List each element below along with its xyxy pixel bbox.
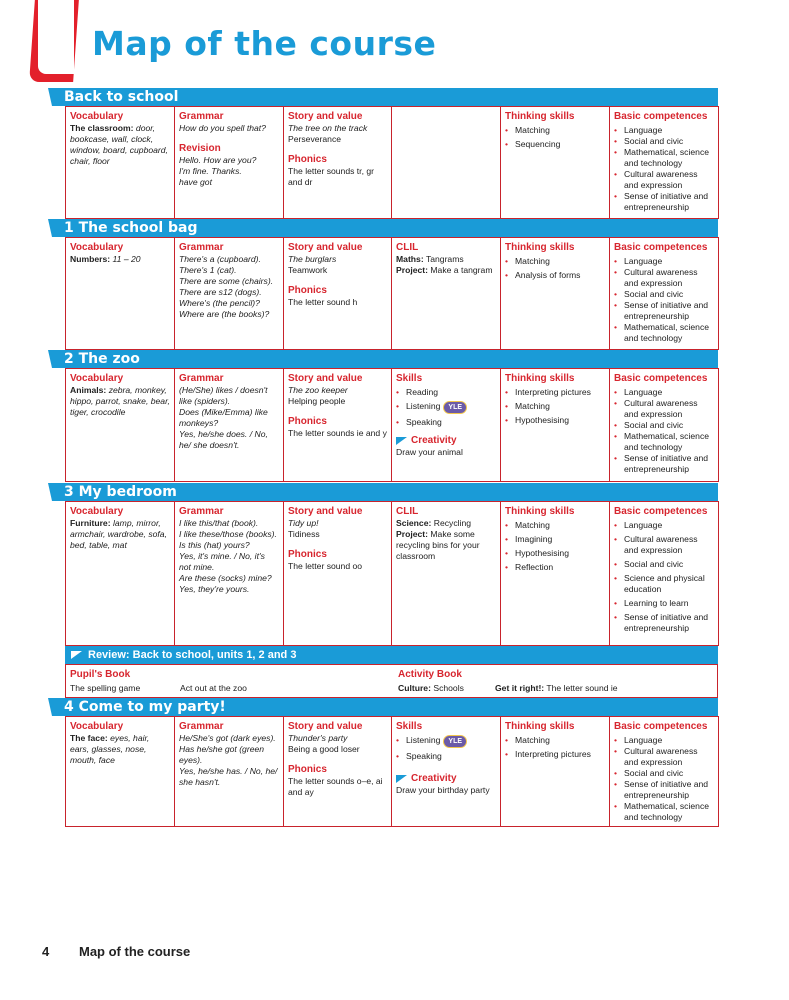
competence-item: • Science and physical education: [614, 573, 714, 595]
story-title: Thunder's party: [288, 733, 348, 743]
revision-line: I'm fine. Thanks.: [179, 166, 242, 176]
vocabulary-heading: Vocabulary: [70, 111, 124, 122]
skills-item-label: Listening: [406, 401, 441, 411]
phonics-text: The letter sounds tr, gr and dr: [288, 166, 374, 187]
clil-project: Make a tangram: [430, 265, 493, 275]
clil-subject-label: Science:: [396, 518, 432, 528]
grammar-line: Is this (hat) yours?: [179, 540, 250, 550]
creativity-heading: Creativity: [411, 435, 457, 446]
thinking-cell: [501, 717, 610, 827]
flag-icon: [71, 651, 82, 659]
thinking-heading: Thinking skills: [505, 242, 575, 253]
story-heading: Story and value: [288, 506, 363, 517]
thinking-item: • Matching: [505, 735, 605, 746]
clil-project: Make some recycling bins for your classroom: [396, 529, 480, 561]
pupils-book-item: Act out at the zoo: [180, 683, 247, 693]
unit-table-my-bedroom: [65, 501, 719, 646]
grammar-line: Has he/she got (green eyes).: [179, 744, 265, 765]
skills-cell: [392, 717, 501, 827]
get-it-right-text: The letter sound ie: [546, 683, 618, 693]
competences-cell: [610, 107, 719, 219]
clil-subject: Tangrams: [425, 254, 464, 264]
unit-table-school-bag: [65, 237, 719, 350]
thinking-cell: [501, 369, 610, 482]
competence-item: • Mathematical, science and technology: [614, 147, 714, 169]
competences-cell: [610, 238, 719, 350]
thinking-heading: Thinking skills: [505, 506, 575, 517]
pupils-book-item: The spelling game: [70, 683, 141, 693]
phonics-heading: Phonics: [288, 154, 327, 165]
clil-cell: [392, 502, 501, 646]
unit-title: 4 Come to my party!: [64, 699, 226, 715]
story-cell: [284, 107, 392, 219]
flag-icon: [396, 437, 407, 445]
story-cell: [284, 369, 392, 482]
thinking-heading: Thinking skills: [505, 721, 575, 732]
vocabulary-cell: [66, 717, 175, 827]
thinking-item: • Interpreting pictures: [505, 749, 605, 760]
unit-bar-school-bag: [52, 219, 718, 237]
thinking-item: • Matching: [505, 401, 605, 412]
story-title: The burglars: [288, 254, 337, 264]
thinking-item: • Matching: [505, 125, 605, 136]
clil-heading: CLIL: [396, 242, 419, 253]
grammar-line: There's 1 (cat).: [179, 265, 237, 275]
empty-cell: [392, 107, 501, 219]
story-cell: [284, 502, 392, 646]
thinking-item: • Reflection: [505, 562, 605, 573]
skills-heading: Skills: [396, 721, 423, 732]
grammar-line: Are these (socks) mine?: [179, 573, 272, 583]
thinking-item: • Matching: [505, 256, 605, 267]
vocabulary-words: 11 – 20: [112, 254, 141, 264]
competence-item: • Social and civic: [614, 136, 714, 147]
unit-title: 2 The zoo: [64, 351, 140, 367]
vocabulary-cell: [66, 502, 175, 646]
competence-item: • Language: [614, 520, 714, 531]
competences-cell: [610, 502, 719, 646]
vocabulary-words: lamp, mirror, armchair, wardrobe, sofa, bed, table, mat: [70, 518, 167, 550]
competence-item: • Sense of initiative and entrepreneurship: [614, 191, 714, 213]
competence-item: • Cultural awareness and expression: [614, 534, 714, 556]
competences-heading: Basic competences: [614, 111, 708, 122]
story-heading: Story and value: [288, 721, 363, 732]
competences-heading: Basic competences: [614, 506, 708, 517]
story-value: Perseverance: [288, 134, 342, 144]
unit-table-zoo: [65, 368, 719, 482]
phonics-heading: Phonics: [288, 549, 327, 560]
thinking-item: • Sequencing: [505, 139, 605, 150]
get-it-right-label: Get it right!:: [495, 683, 545, 693]
vocabulary-words: zebra, monkey, hippo, parrot, snake, bear, tiger, crocodile: [70, 385, 170, 417]
competence-item: • Language: [614, 125, 714, 136]
grammar-heading: Grammar: [179, 721, 224, 732]
unit-bar-my-bedroom: [52, 483, 718, 501]
vocabulary-cell: [66, 238, 175, 350]
story-value: Helping people: [288, 396, 346, 406]
flag-icon: [396, 775, 407, 783]
thinking-heading: Thinking skills: [505, 373, 575, 384]
story-title: Tidy up!: [288, 518, 319, 528]
unit-title: Back to school: [64, 89, 179, 105]
culture-label: Culture:: [398, 683, 431, 693]
vocabulary-topic: The classroom:: [70, 123, 134, 133]
vocabulary-topic: The face:: [70, 733, 108, 743]
grammar-line: (He/She) likes / doesn't like (spiders).: [179, 385, 268, 406]
unit-bar-come-to-my-party: [52, 698, 718, 716]
competence-item: • Mathematical, science and technology: [614, 322, 714, 344]
story-heading: Story and value: [288, 242, 363, 253]
skills-item-listening: [396, 735, 496, 748]
story-value: Teamwork: [288, 265, 328, 275]
skills-heading: Skills: [396, 373, 423, 384]
clil-subject-label: Maths:: [396, 254, 424, 264]
competence-item: • Sense of initiative and entrepreneurship: [614, 453, 714, 475]
vocabulary-words: door, bookcase, wall, clock, window, board, cupboard, chair, floor: [70, 123, 168, 166]
grammar-heading: Grammar: [179, 111, 224, 122]
phonics-text: The letter sound h: [288, 297, 358, 307]
competence-item: • Learning to learn: [614, 598, 714, 609]
grammar-cell: [175, 107, 284, 219]
thinking-item: • Matching: [505, 520, 605, 531]
review-bar: [65, 646, 718, 664]
thinking-cell: [501, 502, 610, 646]
competence-item: • Sense of initiative and entrepreneurship: [614, 300, 714, 322]
creativity-text: Draw your animal: [396, 447, 463, 457]
story-cell: [284, 717, 392, 827]
activity-book-heading: Activity Book: [398, 669, 462, 680]
skills-item: • Speaking: [396, 751, 496, 762]
grammar-cell: [175, 717, 284, 827]
competence-item: • Language: [614, 256, 714, 267]
pupils-book-heading: Pupil's Book: [70, 669, 131, 680]
grammar-heading: Grammar: [179, 506, 224, 517]
competence-item: • Social and civic: [614, 768, 714, 779]
grammar-line: Where's (the pencil)?: [179, 298, 260, 308]
unit-bar-back-to-school: [52, 88, 718, 106]
competence-item: • Sense of initiative and entrepreneurship: [614, 612, 714, 634]
thinking-item: • Hypothesising: [505, 415, 605, 426]
phonics-heading: Phonics: [288, 416, 327, 427]
revision-heading: Revision: [179, 143, 221, 154]
grammar-line: There are some (chairs).: [179, 276, 274, 286]
vocabulary-cell: [66, 107, 175, 219]
corner-tab-inner: [38, 0, 74, 74]
footer-label: Map of the course: [79, 944, 191, 959]
competence-item: • Cultural awareness and expression: [614, 398, 714, 420]
competences-heading: Basic competences: [614, 242, 708, 253]
story-value: Being a good loser: [288, 744, 360, 754]
vocabulary-topic: Numbers:: [70, 254, 111, 264]
competence-item: • Cultural awareness and expression: [614, 169, 714, 191]
thinking-cell: [501, 238, 610, 350]
vocabulary-words: eyes, hair, ears, glasses, nose, mouth, face: [70, 733, 150, 765]
review-box: [65, 664, 718, 698]
vocabulary-topic: Furniture:: [70, 518, 111, 528]
vocabulary-heading: Vocabulary: [70, 506, 124, 517]
story-title: The tree on the track: [288, 123, 368, 133]
grammar-line: I like this/that (book).: [179, 518, 259, 528]
grammar-line: Yes, he/she does. / No, he/ she doesn't.: [179, 429, 268, 450]
clil-subject: Recycling: [433, 518, 472, 528]
vocabulary-cell: [66, 369, 175, 482]
unit-table-back-to-school: [65, 106, 719, 219]
thinking-item: • Hypothesising: [505, 548, 605, 559]
skills-item: • Reading: [396, 387, 496, 398]
unit-table-come-to-my-party: [65, 716, 719, 827]
grammar-line: There's a (cupboard).: [179, 254, 261, 264]
competences-cell: [610, 369, 719, 482]
competence-item: • Cultural awareness and expression: [614, 267, 714, 289]
skills-item-listening: [396, 401, 496, 414]
revision-line: have got: [179, 177, 212, 187]
thinking-item: • Interpreting pictures: [505, 387, 605, 398]
grammar-line: Yes, it's mine. / No, it's not mine.: [179, 551, 265, 572]
competences-heading: Basic competences: [614, 373, 708, 384]
vocabulary-heading: Vocabulary: [70, 721, 124, 732]
clil-heading: CLIL: [396, 506, 419, 517]
competence-item: • Cultural awareness and expression: [614, 746, 714, 768]
story-value: Tidiness: [288, 529, 320, 539]
grammar-line: Yes, he/she has. / No, he/ she hasn't.: [179, 766, 278, 787]
yle-badge: YLE: [443, 401, 467, 414]
competence-item: • Language: [614, 387, 714, 398]
grammar-cell: [175, 369, 284, 482]
grammar-heading: Grammar: [179, 242, 224, 253]
phonics-text: The letter sounds ie and y: [288, 428, 387, 438]
creativity-heading: Creativity: [411, 773, 457, 784]
story-heading: Story and value: [288, 111, 363, 122]
thinking-heading: Thinking skills: [505, 111, 575, 122]
culture-text: Schools: [433, 683, 464, 693]
grammar-line: He/She's got (dark eyes).: [179, 733, 276, 743]
competence-item: • Sense of initiative and entrepreneurship: [614, 779, 714, 801]
grammar-line: There are s12 (dogs).: [179, 287, 262, 297]
grammar-line: Does (Mike/Emma) like monkeys?: [179, 407, 268, 428]
skills-cell: [392, 369, 501, 482]
clil-project-label: Project:: [396, 529, 428, 539]
competence-item: • Mathematical, science and technology: [614, 431, 714, 453]
unit-bar-zoo: [52, 350, 718, 368]
grammar-cell: [175, 238, 284, 350]
clil-cell: [392, 238, 501, 350]
skills-item: • Speaking: [396, 417, 496, 428]
vocabulary-topic: Animals:: [70, 385, 107, 395]
thinking-cell: [501, 107, 610, 219]
vocabulary-heading: Vocabulary: [70, 373, 124, 384]
grammar-line: Where are (the books)?: [179, 309, 270, 319]
page-number: 4: [42, 944, 50, 959]
clil-project-label: Project:: [396, 265, 428, 275]
grammar-line: Yes, they're yours.: [179, 584, 250, 594]
vocabulary-heading: Vocabulary: [70, 242, 124, 253]
thinking-item: • Analysis of forms: [505, 270, 605, 281]
unit-title: 3 My bedroom: [64, 484, 177, 500]
competence-item: • Language: [614, 735, 714, 746]
story-title: The zoo keeper: [288, 385, 348, 395]
grammar-line: I like these/those (books).: [179, 529, 277, 539]
yle-badge: YLE: [443, 735, 467, 748]
skills-item-label: Listening: [406, 735, 441, 745]
competence-item: • Social and civic: [614, 559, 714, 570]
revision-line: Hello. How are you?: [179, 155, 257, 165]
grammar-heading: Grammar: [179, 373, 224, 384]
phonics-text: The letter sounds o–e, ai and ay: [288, 776, 383, 797]
thinking-item: • Imagining: [505, 534, 605, 545]
phonics-text: The letter sound oo: [288, 561, 363, 571]
story-cell: [284, 238, 392, 350]
competence-item: • Social and civic: [614, 420, 714, 431]
competences-cell: [610, 717, 719, 827]
page-title: Map of the course: [92, 24, 437, 63]
review-title: Review: Back to school, units 1, 2 and 3: [88, 649, 297, 661]
unit-title: 1 The school bag: [64, 220, 198, 236]
creativity-text: Draw your birthday party: [396, 785, 490, 795]
story-heading: Story and value: [288, 373, 363, 384]
competence-item: • Social and civic: [614, 289, 714, 300]
grammar-line: How do you spell that?: [179, 123, 266, 133]
competence-item: • Mathematical, science and technology: [614, 801, 714, 823]
grammar-cell: [175, 502, 284, 646]
phonics-heading: Phonics: [288, 285, 327, 296]
competences-heading: Basic competences: [614, 721, 708, 732]
phonics-heading: Phonics: [288, 764, 327, 775]
